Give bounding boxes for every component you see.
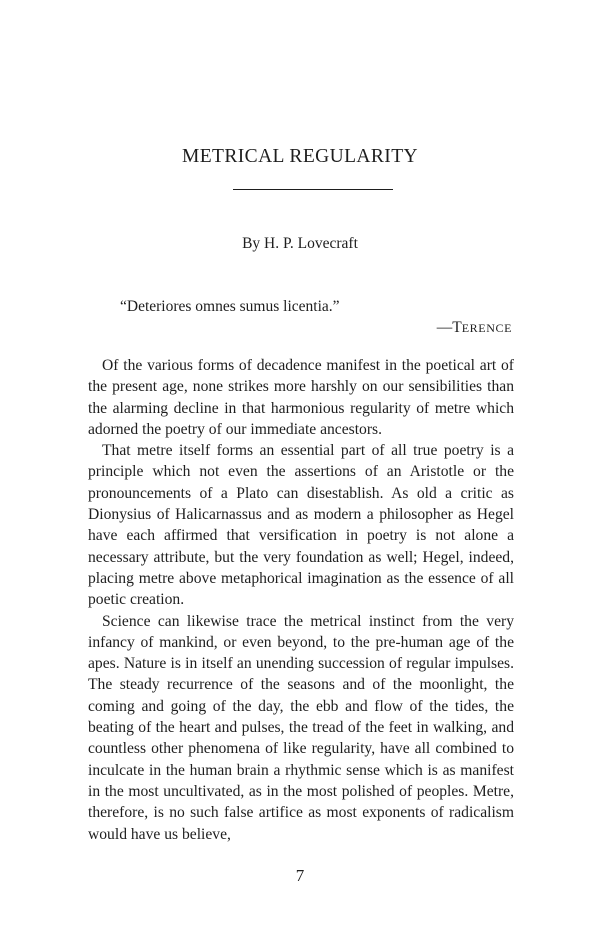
paragraph: That metre itself forms an essential part of all true poetry is a principle which not even the assertions of an Aristotle or the pronouncements of a Plato can disestablish. As old a critic as Dionysius of Halicarnassus and as modern a philosopher as Hegel have each affirmed that versification in poetry is not alone a necessary attribute, but the very foundation as well; Hegel, indeed, placing metre above metaphorical imagination as the essence of all poetic creation. <box>88 442 514 609</box>
paragraph: Science can likewise trace the metrical instinct from the very infancy of mankind, or even beyond, to the pre-human age of the apes. Nature is in itself an unending succession of regular impulses. The steady recurrence of the seasons and of the moonlight, the coming and going of the day, the ebb and flow of the tides, the beating of the heart and pulses, the tread of the feet in walking, and countless other phenomena of like regularity, have all combined to inculcate in the human brain a rhythmic sense which is as manifest in the most uncultivated, as in the most polished of peoples. Metre, therefore, is no such false artifice as most exponents of radicalism would have us believe, <box>88 612 514 843</box>
title-rule <box>233 189 393 190</box>
author-byline: By H. P. Lovecraft <box>242 235 358 252</box>
body-text <box>88 355 514 845</box>
epigraph-attribution <box>437 319 512 337</box>
attribution-rest: ERENCE <box>461 321 512 335</box>
page-title: METRICAL REGULARITY <box>182 146 418 167</box>
epigraph-quote: “Deteriores omnes sumus licentia.” <box>120 298 340 315</box>
paragraph: Of the various forms of decadence manifest in the poetical art of the present age, none strikes more harshly on our sensibilities than the alarming decline in that harmonious regularity of metre which adorned the poetry of our immediate ancestors. <box>88 357 514 438</box>
page-number: 7 <box>295 866 305 885</box>
attribution-initial: T <box>452 319 462 336</box>
attribution-dash: — <box>436 319 453 336</box>
